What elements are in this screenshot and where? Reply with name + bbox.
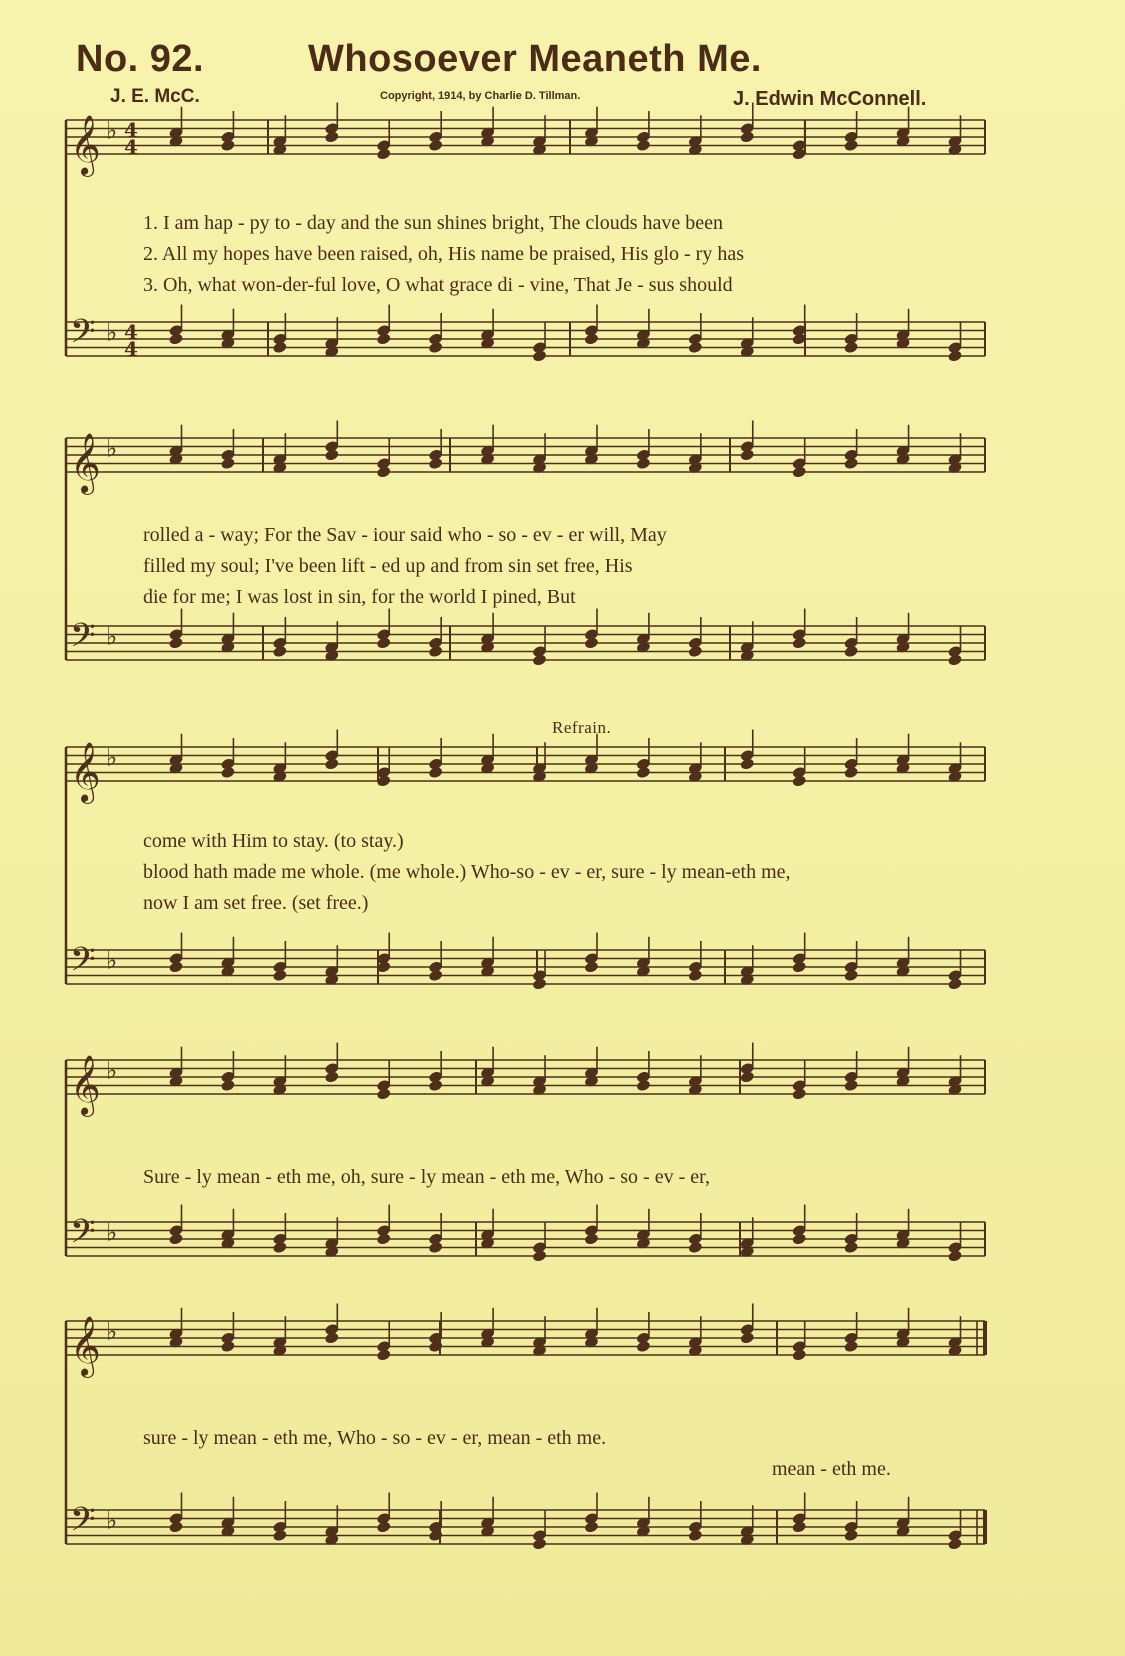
note-head [843,766,858,779]
note-head [532,1249,547,1262]
note-head [843,1241,858,1254]
note-head [843,1340,858,1353]
note-head [584,1232,599,1245]
key-flat-icon: ♭ [106,1506,118,1535]
bass-clef-icon: 𝄢 [70,313,96,360]
note-head [376,1087,391,1100]
lyric-line: Sure - ly mean - eth me, oh, sure - ly mean - eth me, Who - so - ev - er, [143,1166,710,1188]
bass-clef-icon: 𝄢 [70,1213,96,1260]
refrain-label: Refrain. [552,718,612,737]
note-head [791,774,806,787]
time-signature: 4 [124,337,138,361]
note-head [791,960,806,973]
note-head [740,1331,755,1344]
note-head [688,341,703,354]
note-head [428,645,443,658]
lyric-line: die for me; I was lost in sin, for the world I pined, But [143,586,576,608]
key-flat-icon: ♭ [106,1056,118,1085]
note-head [843,341,858,354]
note-head [168,636,183,649]
key-flat-icon: ♭ [106,1218,118,1247]
treble-clef-icon: 𝄞 [70,1055,101,1115]
note-head [376,1348,391,1361]
note-head [584,332,599,345]
note-head [324,757,339,770]
key-flat-icon: ♭ [106,1317,118,1346]
note-head [843,969,858,982]
treble-clef-icon: 𝄞 [70,742,101,802]
lyric-line: rolled a - way; For the Sav - iour said who - so - ev - er will, May [143,524,667,546]
bass-clef-icon: 𝄢 [70,1501,96,1548]
note-head [376,1232,391,1245]
note-head [791,465,806,478]
note-head [272,645,287,658]
note-head [376,147,391,160]
note-head [376,636,391,649]
note-head [843,139,858,152]
note-head [740,448,755,461]
note-head [947,1537,962,1550]
lyric-line: mean - eth me. [772,1458,891,1480]
note-head [843,457,858,470]
note-head [220,1079,235,1092]
note-head [376,332,391,345]
note-head [168,1232,183,1245]
key-flat-icon: ♭ [106,743,118,772]
note-head [428,1529,443,1542]
hymn-number: No. 92. [76,38,205,80]
note-head [584,1520,599,1533]
note-head [740,757,755,770]
key-flat-icon: ♭ [106,622,118,651]
lyric-line: 1. I am hap - py to - day and the sun shines bright, The clouds have been [143,212,724,234]
note-head [636,766,651,779]
note-head [791,1348,806,1361]
treble-clef-icon: 𝄞 [70,1316,101,1376]
note-head [428,139,443,152]
time-signature: 4 [124,118,138,142]
key-flat-icon: ♭ [106,946,118,975]
note-head [947,653,962,666]
note-head [324,130,339,143]
note-head [636,1079,651,1092]
note-head [428,1079,443,1092]
note-head [532,349,547,362]
note-head [272,969,287,982]
note-head [428,766,443,779]
note-head [740,130,755,143]
lyric-line: 2. All my hopes have been raised, oh, His name be praised, His glo - ry has [143,243,744,265]
words-credit: J. E. McC. [110,86,200,107]
note-head [428,1340,443,1353]
hymn-title: Whosoever Meaneth Me. [308,38,762,80]
lyric-line: filled my soul; I've been lift - ed up and from sin set free, His [143,555,633,577]
note-head [220,766,235,779]
note-head [272,341,287,354]
lyric-line: 3. Oh, what won-der-ful love, O what grace di - vine, That Je - sus should [143,274,733,296]
note-head [791,1520,806,1533]
lyric-line: come with Him to stay. (to stay.) [143,830,404,852]
note-head [376,1520,391,1533]
note-head [740,1070,755,1083]
bass-clef-icon: 𝄢 [70,941,96,988]
note-head [168,960,183,973]
note-head [428,457,443,470]
note-head [791,1087,806,1100]
note-head [220,1340,235,1353]
note-head [636,1340,651,1353]
key-flat-icon: ♭ [106,318,118,347]
note-head [428,341,443,354]
note-head [688,645,703,658]
note-head [584,636,599,649]
note-head [947,349,962,362]
note-head [843,1529,858,1542]
note-head [168,1520,183,1533]
note-head [947,1249,962,1262]
treble-clef-icon: 𝄞 [70,115,101,175]
note-head [947,977,962,990]
note-head [688,1241,703,1254]
note-head [636,457,651,470]
key-flat-icon: ♭ [106,434,118,463]
note-head [428,969,443,982]
note-head [532,977,547,990]
note-head [428,1241,443,1254]
note-head [168,332,183,345]
note-head [220,457,235,470]
note-head [272,1529,287,1542]
note-head [791,1232,806,1245]
note-head [843,1079,858,1092]
note-head [532,1537,547,1550]
copyright-notice: Copyright, 1914, by Charlie D. Tillman. [380,90,581,102]
treble-clef-icon: 𝄞 [70,433,101,493]
note-head [324,1070,339,1083]
time-signature: 4 [124,135,138,159]
note-head [220,139,235,152]
note-head [376,465,391,478]
lyric-line: sure - ly mean - eth me, Who - so - ev - er, mean - eth me. [143,1427,607,1449]
note-head [636,139,651,152]
note-head [688,969,703,982]
key-flat-icon: ♭ [106,116,118,145]
lyric-line: blood hath made me whole. (me whole.) Who-so - ev - er, sure - ly mean-eth me, [143,861,791,883]
note-head [324,1331,339,1344]
note-head [791,636,806,649]
note-head [272,1241,287,1254]
music-credit: J. Edwin McConnell. [733,88,927,110]
bass-clef-icon: 𝄢 [70,617,96,664]
note-head [324,448,339,461]
note-head [532,653,547,666]
lyric-line: now I am set free. (set free.) [143,892,369,914]
note-head [584,960,599,973]
time-signature: 4 [124,320,138,344]
note-head [843,645,858,658]
note-head [688,1529,703,1542]
